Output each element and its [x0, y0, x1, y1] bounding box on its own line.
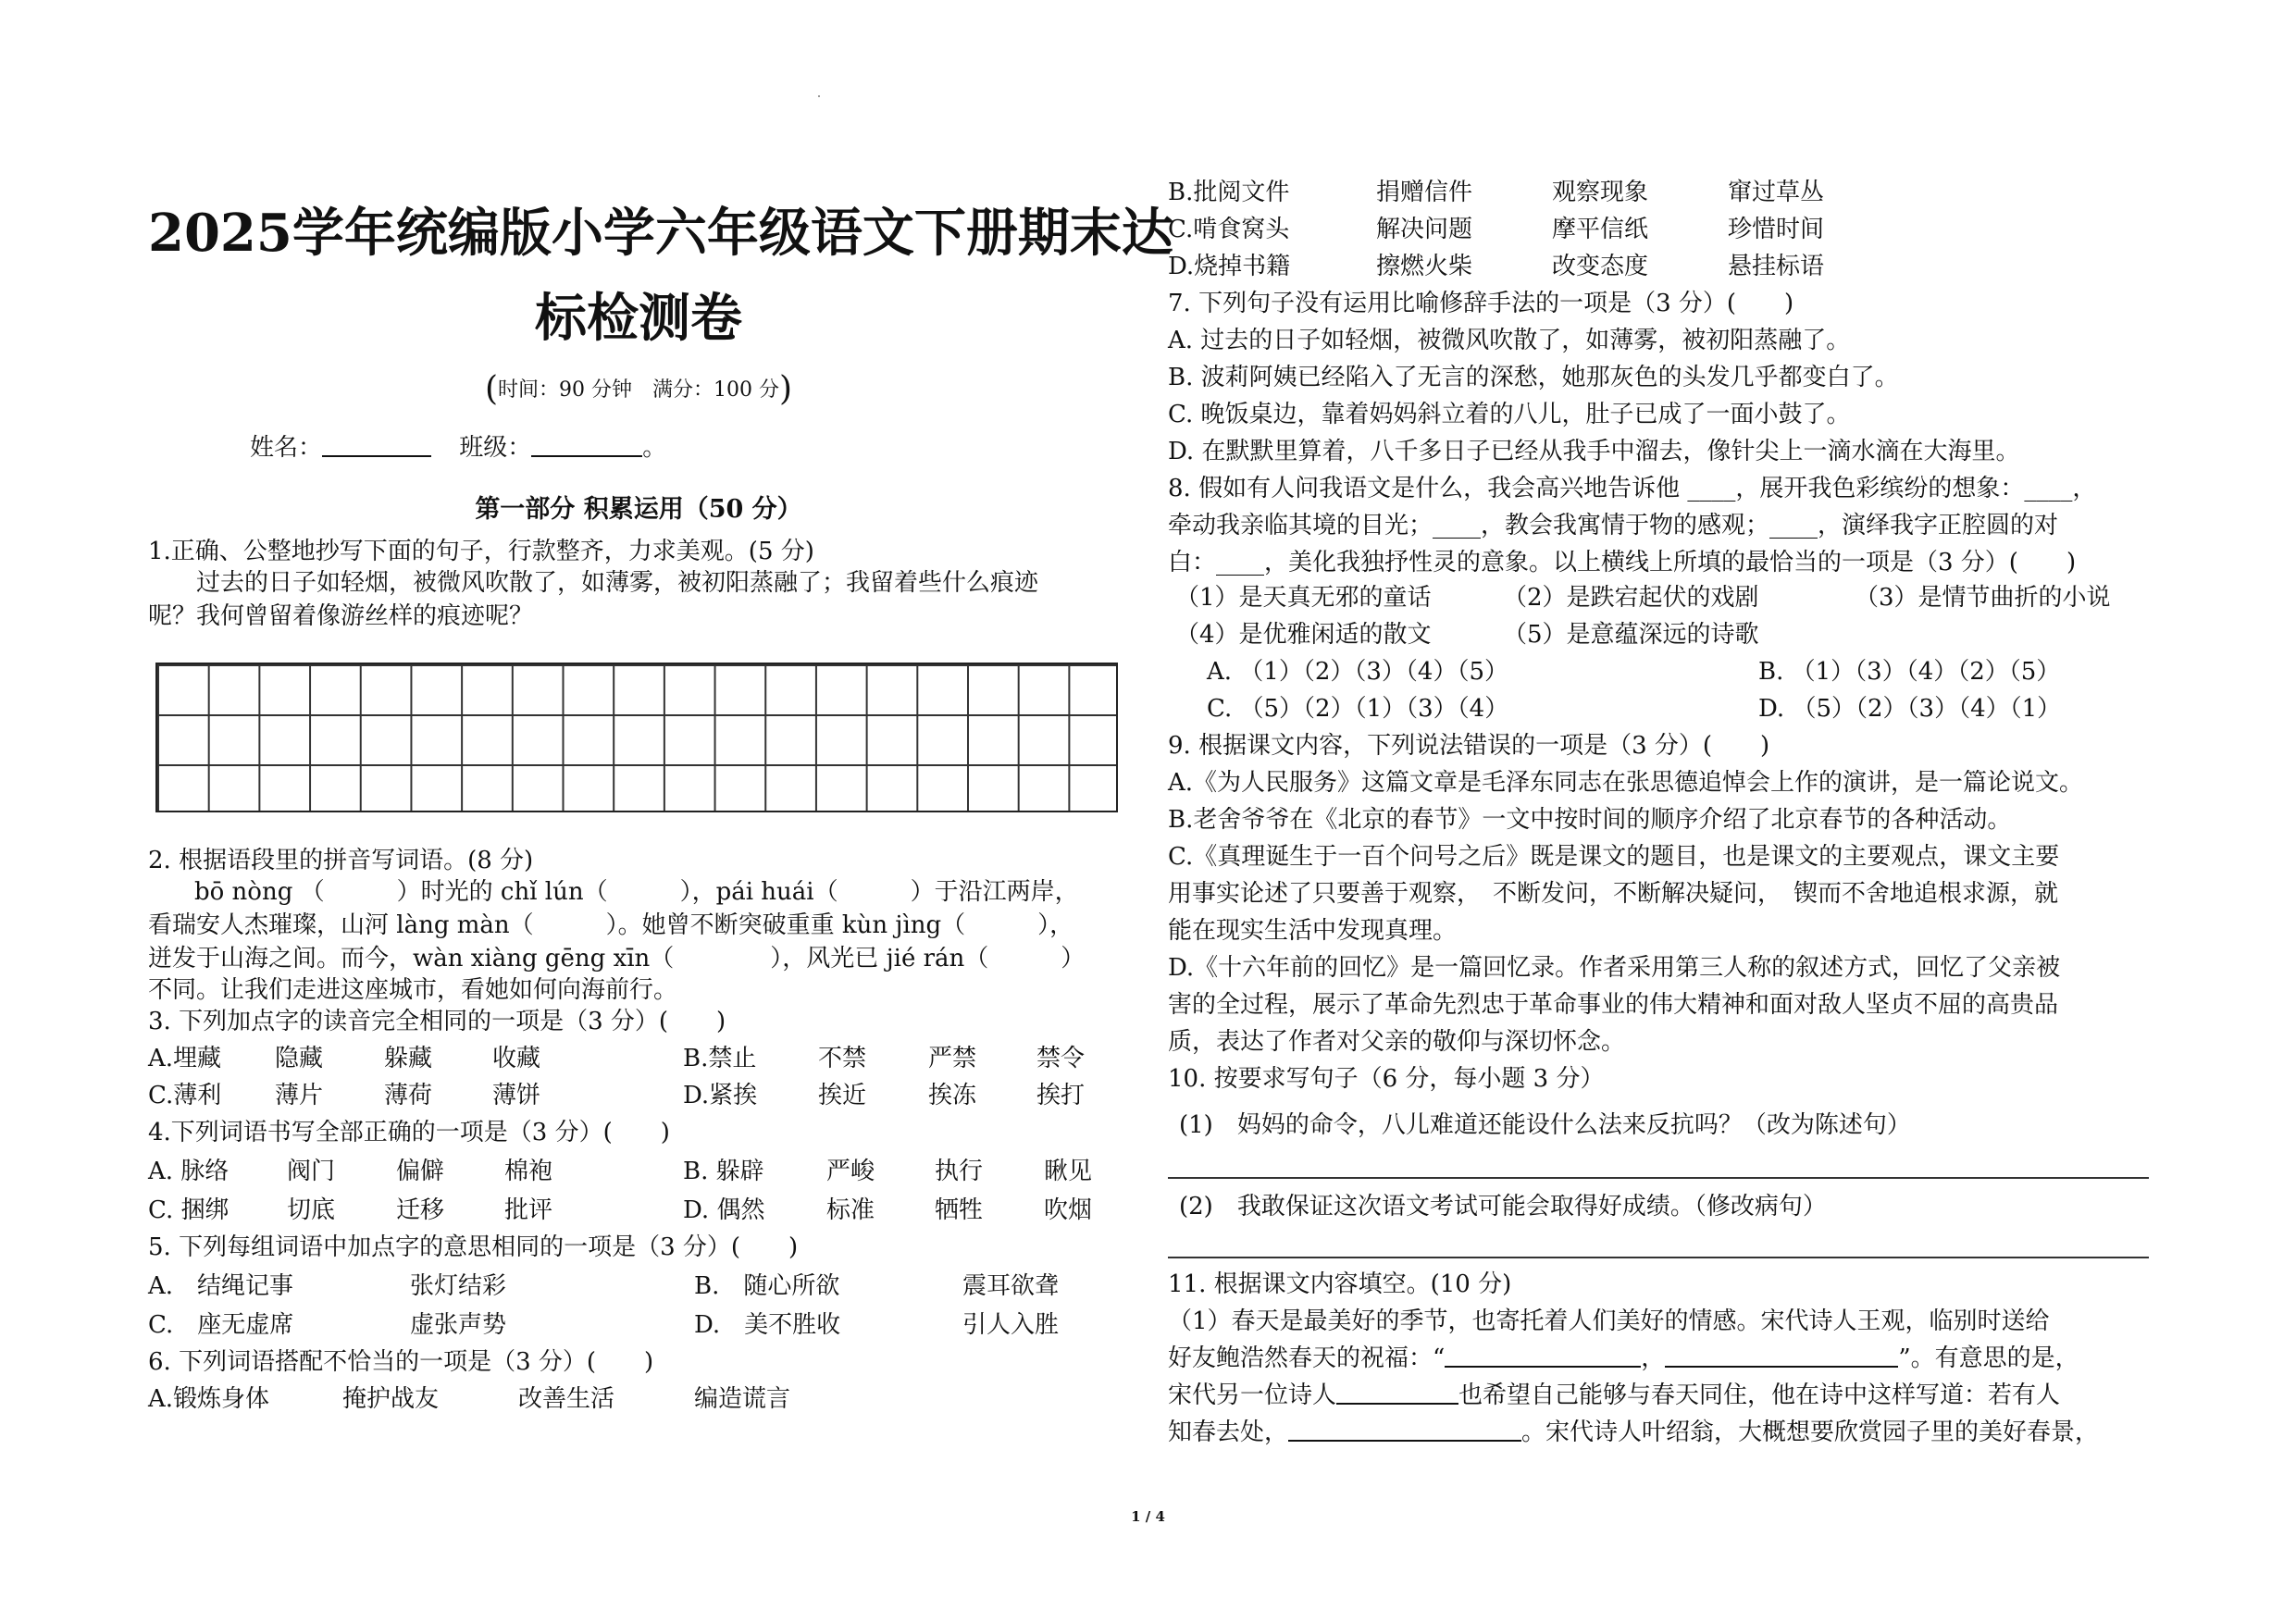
q7-opt-a: A. 过去的日子如轻烟，被微风吹散了，如薄雾，被初阳蒸融了。 — [1168, 327, 1851, 354]
exam-meta — [148, 370, 1129, 408]
q11-line3-text: 宋代另一位诗人 — [1168, 1381, 1337, 1409]
q5-opt-c: C. 座无虚席 — [148, 1311, 294, 1339]
q2-line2: 看瑞安人杰璀璨，山河 làng màn（ ）。她曾不断突破重重 kùn jìng（ ）， — [148, 911, 1074, 939]
q9-line: D.《十六年前的回忆》是一篇回忆录。作者采用第三人称的叙述方式，回忆了父亲被 — [1168, 954, 2061, 982]
q11-line3 — [1168, 1379, 2060, 1412]
q8-line2: 牵动我亲临其境的目光；____，教会我寓情于物的感观；____，演绎我字正腔圆的对 — [1168, 512, 2059, 539]
q1-text-line2: 呢？我何曾留着像游丝样的痕迹呢？ — [148, 602, 534, 630]
q11-line4-text: 知春去处， — [1168, 1419, 1289, 1446]
q5-opt-d: D. 美不胜收 — [694, 1311, 841, 1339]
q3-opt-d: D.紧挨 — [683, 1082, 758, 1109]
q11-blank[interactable] — [1336, 1381, 1458, 1405]
q11-line2-tail: ”。有意思的是， — [1898, 1344, 2079, 1372]
q7-opt-c: C. 晚饭桌边，靠着妈妈斜立着的八儿，肚子已成了一面小鼓了。 — [1168, 401, 1851, 428]
q11-line3-tail: 也希望自己能够与春天同住，他在诗中这样写道：若有人 — [1458, 1381, 2061, 1409]
meta-open-paren: ( — [484, 370, 498, 408]
q11-line4-tail: 。宋代诗人叶绍翁，大概想要欣赏园子里的美好春景， — [1521, 1419, 2100, 1446]
student-info — [250, 431, 666, 465]
q9-line: B.老舍爷爷在《北京的春节》一文中按时间的顺序介绍了北京春节的各种活动。 — [1168, 806, 2012, 834]
q5-word: 震耳欲聋 — [962, 1272, 1060, 1300]
q2-line3: 迸发于山海之间。而今，wàn xiàng gēng xīn（ ），风光已 jié rán（ ） — [148, 945, 1086, 973]
q4-word: 瞅见 — [1044, 1158, 1093, 1185]
q11-comma: ， — [1641, 1344, 1666, 1372]
q6-opt-d: D.烧掉书籍 — [1168, 253, 1291, 280]
q4-opt-d: D. 偶然 — [683, 1196, 765, 1224]
q7-stem: 7. 下列句子没有运用比喻修辞手法的一项是（3 分）( ) — [1168, 290, 1794, 317]
q3-word: 薄片 — [275, 1082, 324, 1109]
class-end: 。 — [642, 434, 667, 462]
q6-word: 改善生活 — [518, 1385, 615, 1413]
name-blank[interactable] — [322, 433, 431, 457]
q8-item: （4）是优雅闲适的散文 — [1175, 621, 1432, 649]
q5-opt-a: A. 结绳记事 — [148, 1272, 294, 1300]
q2-stem: 2. 根据语段里的拼音写词语。(8 分) — [148, 847, 534, 874]
q11-line2 — [1168, 1342, 2079, 1375]
q10-s1: (1) 妈妈的命令，八儿难道还能设什么法来反抗吗？（改为陈述句） — [1179, 1111, 1911, 1139]
exam-title-line1: 2025学年统编版小学六年级语文下册期末达 — [148, 203, 1173, 264]
q6-opt-c: C.啃食窝头 — [1168, 216, 1290, 243]
q11-stem: 11. 根据课文内容填空。(10 分) — [1168, 1270, 1512, 1298]
q8-opt-c: C. （5）（2）（1）（3）（4） — [1207, 695, 1509, 723]
q10-answer-line1[interactable] — [1168, 1177, 2149, 1179]
q3-opt-b: B.禁止 — [683, 1045, 757, 1072]
q3-word: 禁令 — [1036, 1045, 1086, 1072]
class-blank[interactable] — [531, 433, 642, 457]
q8-opt-b: B. （1）（3）（4）（2）（5） — [1758, 658, 2061, 686]
q9-line: 害的全过程，展示了革命先烈忠于革命事业的伟大精神和面对敌人坚贞不屈的高贵品 — [1168, 991, 2059, 1019]
q6-word: 珍惜时间 — [1728, 216, 1825, 243]
q8-item: （3）是情节曲折的小说 — [1855, 584, 2111, 612]
q3-word: 严禁 — [928, 1045, 977, 1072]
q3-word: 薄荷 — [384, 1082, 433, 1109]
q8-line1: 8. 假如有人问我语文是什么，我会高兴地告诉他 ____，展开我色彩缤纷的想象：____， — [1168, 475, 2097, 502]
q3-opt-c: C.薄利 — [148, 1082, 222, 1109]
q6-opt-b: B.批阅文件 — [1168, 179, 1290, 206]
exam-title-line2: 标检测卷 — [535, 288, 742, 349]
q3-word: 不禁 — [818, 1045, 867, 1072]
writing-grid[interactable] — [155, 663, 1118, 812]
q4-word: 切底 — [287, 1196, 336, 1224]
q4-word: 棉袍 — [504, 1158, 553, 1185]
q2-line1: bō nòng （ ）时光的 chǐ lún（ ），pái huái（ ）于沿江两岸， — [194, 878, 1079, 906]
q4-word: 偏僻 — [396, 1158, 445, 1185]
q11-line2-text: 好友鲍浩然春天的祝福：“ — [1168, 1344, 1446, 1372]
q9-line: 用事实论述了只要善于观察， 不断发问，不断解决疑问， 锲而不舍地追根求源，就 — [1168, 880, 2059, 908]
q3-word: 挨冻 — [928, 1082, 977, 1109]
q6-opt-a: A.锻炼身体 — [148, 1385, 270, 1413]
meta-close-paren: ) — [778, 370, 793, 408]
q9-line: A.《为人民服务》这篇文章是毛泽东同志在张思德追悼会上作的演讲，是一篇论说文。 — [1168, 769, 2084, 797]
q5-word: 虚张声势 — [410, 1311, 507, 1339]
q3-word: 挨打 — [1036, 1082, 1086, 1109]
q6-word: 掩护战友 — [342, 1385, 440, 1413]
q6-word: 改变态度 — [1552, 253, 1649, 280]
q6-word: 观察现象 — [1552, 179, 1649, 206]
q4-opt-a: A. 脉络 — [148, 1158, 230, 1185]
q4-word: 执行 — [935, 1158, 984, 1185]
q8-item: （1）是天真无邪的童话 — [1175, 584, 1432, 612]
q7-opt-d: D. 在默默里算着，八千多日子已经从我手中溜去，像针尖上一滴水滴在大海里。 — [1168, 438, 2020, 465]
q8-line3: 白：____，美化我独抒性灵的意象。以上横线上所填的最恰当的一项是（3 分）( ) — [1168, 549, 2077, 576]
q5-word: 引人入胜 — [962, 1311, 1060, 1339]
q3-word: 隐藏 — [275, 1045, 324, 1072]
q9-line: C.《真理诞生于一百个问号之后》既是课文的题目，也是课文的主要观点，课文主要 — [1168, 843, 2060, 871]
q4-word: 迁移 — [396, 1196, 445, 1224]
q6-stem: 6. 下列词语搭配不恰当的一项是（3 分）( ) — [148, 1348, 654, 1376]
q4-opt-c: C. 捆绑 — [148, 1196, 230, 1224]
q8-opt-a: A. （1）（2）（3）（4）（5） — [1207, 658, 1509, 686]
q3-stem: 3. 下列加点字的读音完全相同的一项是（3 分）( ) — [148, 1008, 726, 1035]
name-label: 姓名： — [250, 434, 323, 462]
q10-stem: 10. 按要求写句子（6 分，每小题 3 分） — [1168, 1065, 1605, 1093]
q3-opt-a: A.埋藏 — [148, 1045, 222, 1072]
page-number: 1 / 4 — [1131, 1508, 1165, 1525]
q1-text-line1: 过去的日子如轻烟，被微风吹散了，如薄雾，被初阳蒸融了；我留着些什么痕迹 — [196, 569, 1039, 597]
q4-word: 阀门 — [287, 1158, 336, 1185]
q5-opt-b: B. 随心所欲 — [694, 1272, 840, 1300]
q8-item: （2）是跌宕起伏的戏剧 — [1503, 584, 1759, 612]
q9-line: 质，表达了作者对父亲的敬仰与深切怀念。 — [1168, 1028, 1626, 1056]
q1-stem: 1.正确、公整地抄写下面的句子，行款整齐，力求美观。(5 分) — [148, 538, 814, 565]
q3-word: 躲藏 — [384, 1045, 433, 1072]
q10-answer-line2[interactable] — [1168, 1257, 2149, 1258]
q8-item: （5）是意蕴深远的诗歌 — [1503, 621, 1759, 649]
q6-word: 摩平信纸 — [1552, 216, 1649, 243]
q3-word: 收藏 — [492, 1045, 541, 1072]
q4-word: 牺牲 — [935, 1196, 984, 1224]
q6-word: 解决问题 — [1376, 216, 1473, 243]
q4-opt-b: B. 躲辟 — [683, 1158, 764, 1185]
q11-blank[interactable] — [1445, 1344, 1641, 1368]
q6-word: 悬挂标语 — [1728, 253, 1825, 280]
q6-word: 捐赠信件 — [1376, 179, 1473, 206]
q4-stem: 4.下列词语书写全部正确的一项是（3 分）( ) — [148, 1119, 670, 1146]
q8-opt-d: D. （5）（2）（3）（4）（1） — [1758, 695, 2062, 723]
q5-word: 张灯结彩 — [410, 1272, 507, 1300]
q2-line4: 不同。让我们走进这座城市，看她如何向海前行。 — [148, 976, 678, 1004]
q9-stem: 9. 根据课文内容，下列说法错误的一项是（3 分）( ) — [1168, 732, 1770, 760]
q4-word: 批评 — [504, 1196, 553, 1224]
q11-blank[interactable] — [1665, 1344, 1898, 1368]
meta-time-score: 时间：90 分钟 满分：100 分 — [498, 378, 779, 402]
q3-word: 挨近 — [818, 1082, 867, 1109]
q3-word: 薄饼 — [492, 1082, 541, 1109]
q11-line1: （1）春天是最美好的季节，也寄托着人们美好的情感。宋代诗人王观，临别时送给 — [1168, 1307, 2050, 1335]
q4-word: 吹烟 — [1044, 1196, 1093, 1224]
class-label: 班级： — [459, 434, 532, 462]
q4-word: 标准 — [826, 1196, 875, 1224]
q6-word: 编造谎言 — [694, 1385, 791, 1413]
q6-word: 窜过草丛 — [1728, 179, 1825, 206]
q11-blank[interactable] — [1288, 1418, 1521, 1442]
q5-stem: 5. 下列每组词语中加点字的意思相同的一项是（3 分）( ) — [148, 1233, 799, 1261]
q6-word: 擦燃火柴 — [1376, 253, 1473, 280]
q9-line: 能在现实生活中发现真理。 — [1168, 917, 1458, 945]
section-title: 第一部分 积累运用（50 分） — [475, 495, 802, 524]
q7-opt-b: B. 波莉阿姨已经陷入了无言的深愁，她那灰色的头发几乎都变白了。 — [1168, 364, 1899, 391]
q4-word: 严峻 — [826, 1158, 875, 1185]
q10-s2: (2) 我敢保证这次语文考试可能会取得好成绩。（修改病句） — [1179, 1193, 1827, 1220]
scan-dot — [818, 95, 820, 97]
q11-line4 — [1168, 1416, 2099, 1449]
